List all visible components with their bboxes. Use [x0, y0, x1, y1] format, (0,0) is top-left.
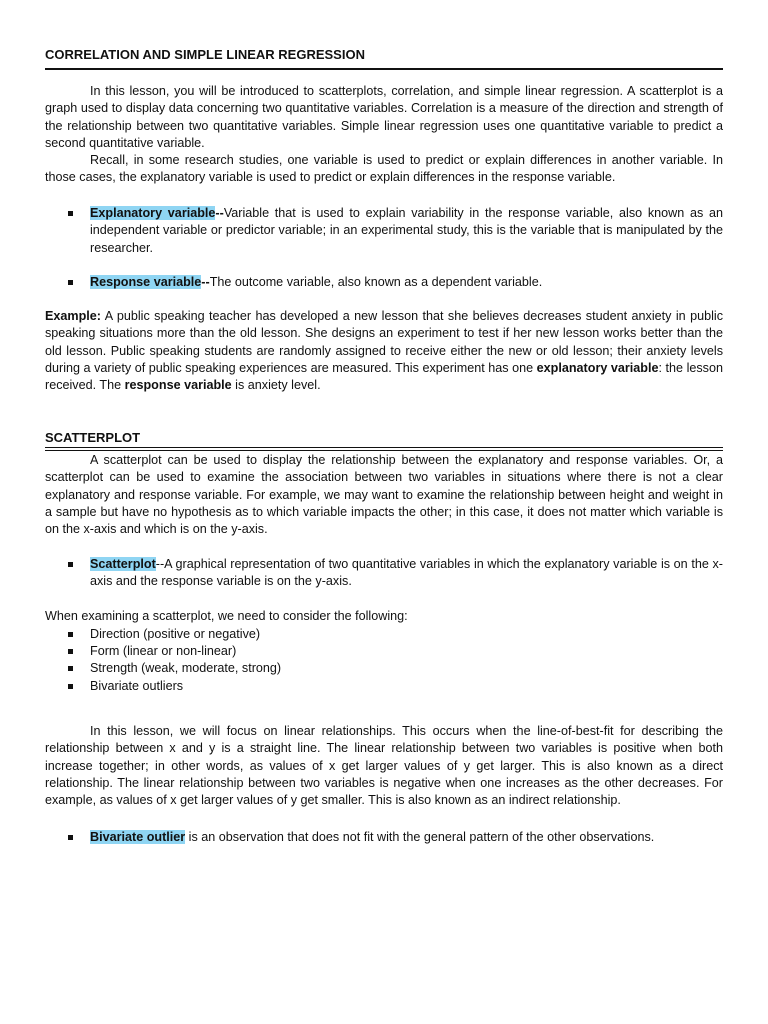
- example-end-text: is anxiety level.: [231, 378, 321, 393]
- explanatory-term: Explanatory variable: [90, 206, 216, 220]
- response-term: Response variable: [90, 275, 202, 289]
- scatterplot-rule: [45, 447, 723, 451]
- example-label: Example:: [45, 309, 101, 323]
- response-text: The outcome variable, also known as a dependent variable.: [209, 275, 543, 289]
- explanatory-separator: --: [215, 206, 224, 220]
- linear-relationship-paragraph: In this lesson, we will focus on linear relationships. This occurs when the line-of-best-fit for describing the relationship between x and y is a straight line. The linear relationship between two variables is positive when both increase together; in other words, as values of x get larger values of y get larger. This is also known as a direct relationship. The linear relationship between two variables is negative when one increases as the other decreases. For example, as values of x get larger values of y get smaller. This is also known as an indirect relationship.: [45, 724, 723, 808]
- scatterplot-heading: SCATTERPLOT: [45, 430, 141, 445]
- outlier-definition-text: [90, 829, 723, 846]
- consider-intro: When examining a scatterplot, we need to consider the following:: [45, 609, 408, 623]
- consider-item-label: Strength (weak, moderate, strong): [90, 661, 282, 675]
- intro-paragraph-1: In this lesson, you will be introduced to scatterplots, correlation, and simple linear regression. A scatterplot is a graph used to display data concerning two quantitative variables. Correlation is a measure of the direction and strength of the relationship between two quantitative variables. Simple linear regression uses one quantitative variable to predict a second quantitative variable.: [45, 84, 723, 150]
- example-bold-response: response variable: [124, 378, 232, 393]
- bullet-square-icon: [68, 562, 73, 567]
- bullet-square-icon: [68, 211, 73, 216]
- title-rule: [45, 68, 723, 70]
- example-mid-text: : the lesson received. The: [45, 360, 723, 393]
- consider-item-label: Bivariate outliers: [90, 679, 184, 693]
- explanatory-definition-text: [90, 205, 723, 257]
- bullet-square-icon: [68, 666, 73, 671]
- scatterplot-def-text: --A graphical representation of two quantitative variables in which the explanatory variable is on the x-axis and the response variable is on the y-axis.: [90, 557, 723, 589]
- scatterplot-definition-text: [90, 556, 723, 591]
- example-bold-explanatory: explanatory variable: [536, 360, 659, 375]
- consider-item-label: Direction (positive or negative): [90, 627, 261, 641]
- bullet-square-icon: [68, 280, 73, 285]
- scatterplot-term: Scatterplot: [90, 557, 156, 571]
- bullet-square-icon: [68, 835, 73, 840]
- bullet-square-icon: [68, 684, 73, 689]
- outlier-term: Bivariate outlier: [90, 830, 186, 844]
- bullet-square-icon: [68, 649, 73, 654]
- response-separator: --: [201, 275, 210, 289]
- example-text: A public speaking teacher has developed a new lesson that she believes decreases student anxiety in public speaking situations more than the old lesson. She designs an experiment to test if her new lesson works better than the old lesson. Public speaking students are randomly assigned to receive either the new or old lesson; their anxiety levels during a variety of public speaking experiences are measured. This experiment has one: [45, 309, 723, 375]
- example-paragraph: [45, 308, 723, 394]
- consider-item-label: Form (linear or non-linear): [90, 644, 237, 658]
- intro-paragraph-2: Recall, in some research studies, one variable is used to predict or explain differences in another variable. In those cases, the explanatory variable is used to predict or explain differences in the response variable.: [45, 153, 723, 185]
- bullet-square-icon: [68, 632, 73, 637]
- response-definition-text: [90, 274, 723, 291]
- outlier-text: is an observation that does not fit with the general pattern of the other observations.: [185, 830, 655, 844]
- page-title: CORRELATION AND SIMPLE LINEAR REGRESSION: [45, 47, 365, 62]
- scatterplot-paragraph-1: A scatterplot can be used to display the relationship between the explanatory and response variables. Or, a scatterplot can be used to examine the association between two variables in situations where there is not a clear explanatory and response variable. For example, we may want to examine the relationship between height and weight in a sample but have no hypothesis as to which variable impacts the other; in this case, it does not matter which variable is on the x-axis and which is on the y-axis.: [45, 453, 723, 537]
- explanatory-text: Variable that is used to explain variability in the response variable, also known as an independent variable or predictor variable; in an experimental study, this is the variable that is manipulated by the researcher.: [90, 206, 723, 255]
